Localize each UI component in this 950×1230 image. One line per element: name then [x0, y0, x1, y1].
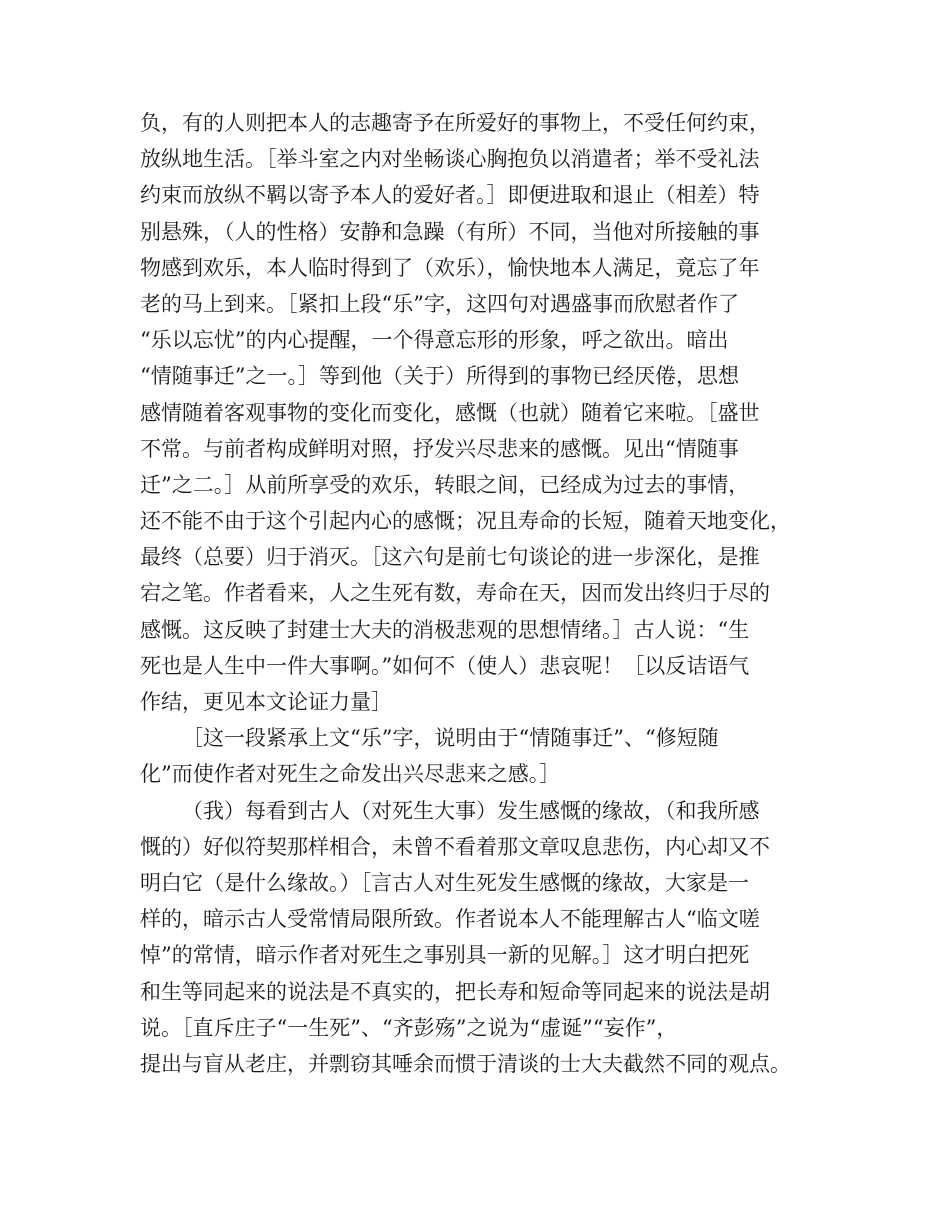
text-line: 物感到欢乐，本人临时得到了（欢乐），愉快地本人满足，竟忘了年 [140, 255, 760, 280]
text-line: 说。［直斥庄子“一生死”、“齐彭殇”之说为“虚诞”“妄作”， [140, 1015, 678, 1040]
text-line: 和生等同起来的说法是不真实的，把长寿和短命等同起来的说法是胡 [140, 979, 770, 1004]
text-line: 不常。与前者构成鲜明对照，抒发兴尽悲来的感慨。见出“情随事 [140, 436, 739, 461]
text-line: 死也是人生中一件大事啊。”如何不（使人）悲哀呢！［以反诘语气 [140, 653, 750, 678]
text-line: 约束而放纵不羁以寄予本人的爱好者。］即便进取和退止（相差）特 [140, 183, 760, 208]
paragraph-start-line: （我）每看到古人（对死生大事）发生感慨的缘故，（和我所感 [182, 798, 760, 823]
text-line: 宕之笔。作者看来，人之生死有数，寿命在天，因而发出终归于尽的 [140, 581, 770, 606]
text-line: “情随事迁”之一。］等到他（关于）所得到的事物已经厌倦，思想 [140, 364, 739, 389]
text-line: 放纵地生活。［举斗室之内对坐畅谈心胸抱负以消遣者；举不受礼法 [140, 147, 760, 172]
text-line: 提出与盲从老庄，并剽窃其唾余而惯于清谈的士大夫截然不同的观点。 [140, 1051, 791, 1076]
text-line: 最终（总要）归于消灭。［这六句是前七句谈论的进一步深化，是推 [140, 545, 760, 570]
text-line: 负，有的人则把本人的志趣寄予在所爱好的事物上，不受任何约束， [140, 111, 770, 135]
text-line: 慨的）好似符契那样相合，未曾不看着那文章叹息悲伤，内心却又不 [140, 834, 770, 859]
text-line: 还不能不由于这个引起内心的感慨；况且寿命的长短，随着天地变化， [140, 509, 791, 534]
document-body [140, 105, 830, 1082]
text-line: 感慨。这反映了封建士大夫的消极悲观的思想情绪。］古人说：“生 [140, 617, 750, 642]
text-line: 作结，更见本文论证力量］ [140, 690, 392, 714]
text-line: 别悬殊，（人的性格）安静和急躁（有所）不同，当他对所接触的事 [140, 219, 760, 244]
paragraph-start-line: ［这一段紧承上文“乐”字，说明由于“情随事迁”、“修短随 [182, 726, 719, 751]
text-line: “乐以忘忧”的内心提醒，一个得意忘形的形象，呼之欲出。暗出 [140, 328, 729, 353]
text-line: 老的马上到来。［紧扣上段“乐”字，这四句对遇盛事而欣慰者作了 [140, 291, 739, 316]
text-line: 明白它（是什么缘故。）［言古人对生死发生感慨的缘故，大家是一 [140, 870, 749, 895]
text-line: 化”而使作者对死生之命发出兴尽悲来之感。］ [140, 762, 561, 787]
text-line: 样的，暗示古人受常情局限所致。作者说本人不能理解古人“临文嗟 [140, 907, 760, 932]
text-line: 悼”的常情，暗示作者对死生之事别具一新的见解。］这才明白把死 [140, 943, 750, 968]
text-line: 感情随着客观事物的变化而变化，感慨（也就）随着它来啦。［盛世 [140, 400, 760, 425]
text-line: 迁”之二。］从前所享受的欢乐，转眼之间，已经成为过去的事情， [140, 472, 750, 497]
